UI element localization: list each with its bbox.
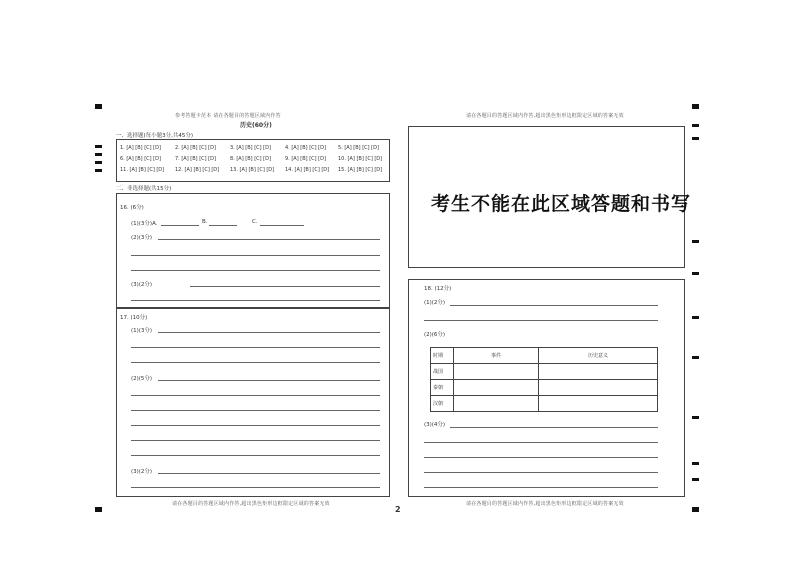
timing-mark bbox=[692, 316, 699, 319]
q18-part1-label: (1)(2分) bbox=[424, 300, 446, 306]
subject-title: 历史(60分) bbox=[240, 122, 272, 129]
timing-mark bbox=[95, 169, 102, 172]
timing-mark bbox=[692, 356, 699, 359]
q16-part3-label: (3)(2分) bbox=[131, 282, 153, 288]
timing-mark bbox=[692, 137, 699, 140]
table-row bbox=[431, 380, 658, 396]
no-writing-notice: 考生不能在此区域答题和书写 bbox=[431, 193, 692, 215]
timing-mark bbox=[692, 416, 699, 419]
mc-question[interactable]: 4. [A] [B] [C] [D] bbox=[285, 145, 326, 151]
registration-mark bbox=[95, 507, 102, 512]
mc-question[interactable]: 8. [A] [B] [C] [D] bbox=[230, 156, 271, 162]
q18-label: 18. (12分) bbox=[424, 286, 452, 292]
mc-question[interactable]: 11. [A] [B] [C] [D] bbox=[120, 167, 165, 173]
q17-part3-label: (3)(2分) bbox=[131, 469, 153, 475]
q16-part1-b: B. bbox=[202, 219, 208, 225]
mc-question[interactable]: 14. [A] [B] [C] [D] bbox=[285, 167, 330, 173]
left-header: 参考答题卡范本 请在各题目的答题区域内作答 bbox=[175, 113, 281, 119]
q17-answer-box bbox=[116, 308, 390, 497]
page-number: 2 bbox=[395, 505, 401, 514]
mc-question[interactable]: 13. [A] [B] [C] [D] bbox=[230, 167, 275, 173]
timing-mark bbox=[95, 145, 102, 148]
table-row-label: 秦朝 bbox=[431, 380, 454, 396]
registration-mark bbox=[95, 104, 102, 109]
timing-mark bbox=[692, 272, 699, 275]
mc-question[interactable]: 7. [A] [B] [C] [D] bbox=[175, 156, 216, 162]
mc-question[interactable]: 3. [A] [B] [C] [D] bbox=[230, 145, 271, 151]
registration-mark bbox=[692, 104, 699, 109]
timing-mark bbox=[692, 124, 699, 127]
right-footer: 请在各题目的答题区域内作答,超出黑色矩形边框限定区域的答案无效 bbox=[466, 501, 624, 507]
q18-part3-label: (3)(4分) bbox=[424, 422, 446, 428]
q16-part2-label: (2)(3分) bbox=[131, 235, 153, 241]
mc-question[interactable]: 12. [A] [B] [C] [D] bbox=[175, 167, 220, 173]
table-row bbox=[431, 364, 658, 380]
table-row bbox=[431, 396, 658, 412]
right-header: 请在各题目的答题区域内作答,超出黑色矩形边框限定区域的答案无效 bbox=[466, 113, 624, 119]
left-footer: 请在各题目的答题区域内作答,超出黑色矩形边框限定区域的答案无效 bbox=[172, 501, 330, 507]
mc-question[interactable]: 1. [A] [B] [C] [D] bbox=[120, 145, 161, 151]
q18-table bbox=[430, 347, 658, 412]
q17-label: 17. (10分) bbox=[120, 315, 148, 321]
q16-answer-box bbox=[116, 193, 390, 308]
q16-part1-label: (1)(3分)A. bbox=[131, 221, 158, 227]
timing-mark bbox=[692, 240, 699, 243]
timing-mark bbox=[692, 462, 699, 465]
registration-mark bbox=[692, 507, 699, 512]
table-row-label: 汉朝 bbox=[431, 396, 454, 412]
q17-part2-label: (2)(5分) bbox=[131, 376, 153, 382]
q17-part1-label: (1)(3分) bbox=[131, 328, 153, 334]
timing-mark bbox=[95, 161, 102, 164]
table-header-cell: 事件 bbox=[454, 348, 539, 364]
table-header-cell: 历史意义 bbox=[539, 348, 658, 364]
timing-mark bbox=[95, 153, 102, 156]
q16-part1-c: C. bbox=[252, 219, 258, 225]
mc-question[interactable]: 15. [A] [B] [C] [D] bbox=[338, 167, 383, 173]
mc-question[interactable]: 2. [A] [B] [C] [D] bbox=[175, 145, 216, 151]
mc-question[interactable]: 5. [A] [B] [C] [D] bbox=[338, 145, 379, 151]
section2-title: 二、非选择题(共15分) bbox=[116, 186, 172, 192]
q16-label: 16. (6分) bbox=[120, 205, 144, 211]
section1-title: 一、选择题(每小题3分,共45分) bbox=[116, 133, 194, 139]
table-header-cell: 时期 bbox=[431, 348, 454, 364]
table-header-row bbox=[431, 348, 658, 364]
mc-question[interactable]: 10. [A] [B] [C] [D] bbox=[338, 156, 383, 162]
table-row-label: 战国 bbox=[431, 364, 454, 380]
mc-question[interactable]: 9. [A] [B] [C] [D] bbox=[285, 156, 326, 162]
timing-mark bbox=[692, 478, 699, 481]
q18-part2-label: (2)(6分) bbox=[424, 332, 446, 338]
mc-question[interactable]: 6. [A] [B] [C] [D] bbox=[120, 156, 161, 162]
